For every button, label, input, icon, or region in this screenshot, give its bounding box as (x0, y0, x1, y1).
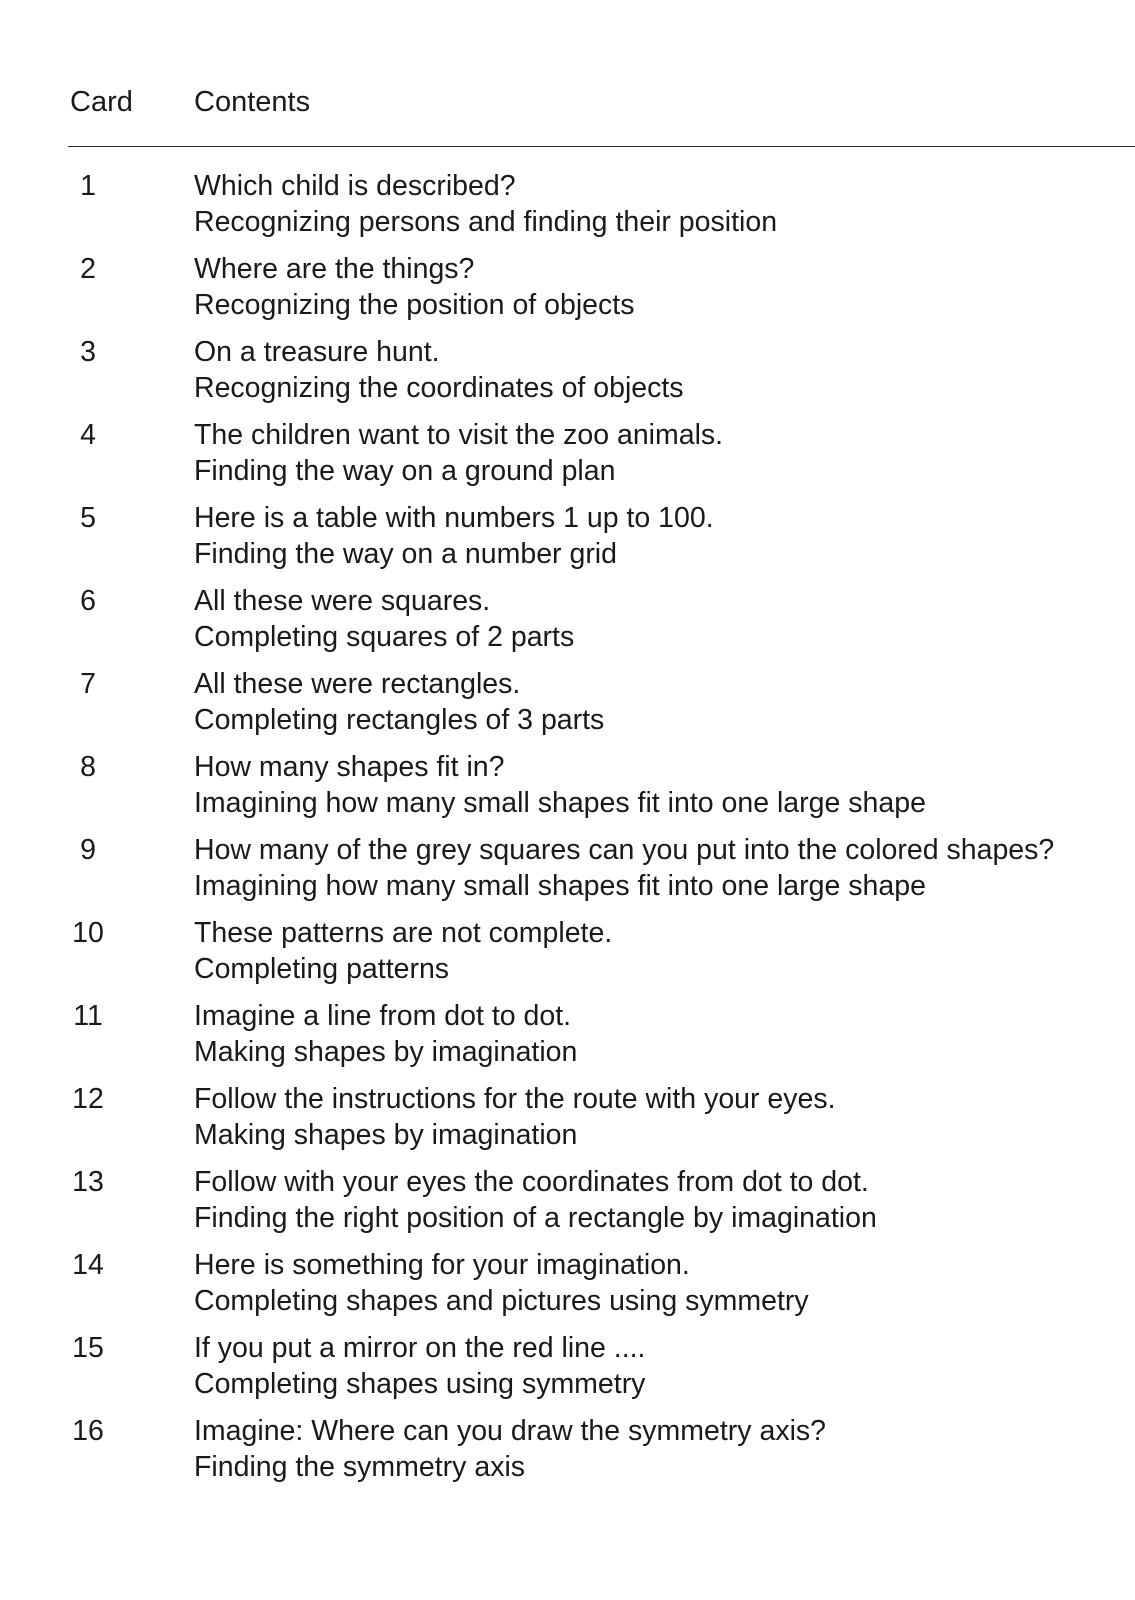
card-row (0, 251, 1135, 334)
card-title: The children want to visit the zoo animals. (194, 419, 724, 451)
card-row (0, 334, 1135, 417)
card-title: On a treasure hunt. (194, 336, 440, 368)
card-contents (194, 251, 1135, 323)
card-number: 11 (73, 1000, 103, 1032)
card-description: Finding the right position of a rectangle by imagination (194, 1202, 877, 1234)
card-contents (194, 334, 1135, 406)
card-title: All these were squares. (194, 585, 491, 617)
card-number: 7 (80, 668, 96, 700)
card-contents (194, 1247, 1135, 1319)
card-title: How many shapes fit in? (194, 751, 505, 783)
card-row (0, 168, 1135, 251)
card-number: 16 (72, 1415, 104, 1447)
card-row (0, 915, 1135, 998)
card-row (0, 749, 1135, 832)
card-row (0, 1247, 1135, 1330)
card-row (0, 1081, 1135, 1164)
card-title: Where are the things? (194, 253, 475, 285)
contents-column-heading: Contents (194, 86, 311, 118)
card-number: 5 (80, 502, 96, 534)
card-title: Imagine a line from dot to dot. (194, 1000, 572, 1032)
card-description: Recognizing the position of objects (194, 289, 635, 321)
card-title: Here is something for your imagination. (194, 1249, 690, 1281)
card-number: 13 (72, 1166, 104, 1198)
card-contents (194, 915, 1135, 987)
card-description: Imagining how many small shapes fit into one large shape (194, 870, 926, 902)
card-contents (194, 1164, 1135, 1236)
card-list (0, 168, 1135, 1496)
card-number: 15 (72, 1332, 104, 1364)
card-description: Making shapes by imagination (194, 1036, 578, 1068)
card-contents (194, 417, 1135, 489)
card-row (0, 832, 1135, 915)
card-description: Finding the way on a ground plan (194, 455, 616, 487)
table-header (70, 86, 1135, 126)
card-title: All these were rectangles. (194, 668, 521, 700)
card-contents (194, 666, 1135, 738)
card-description: Completing shapes using symmetry (194, 1368, 646, 1400)
card-title: How many of the grey squares can you put into the colored shapes? (194, 834, 1055, 866)
card-title: These patterns are not complete. (194, 917, 613, 949)
card-number: 12 (72, 1083, 104, 1115)
card-description: Recognizing the coordinates of objects (194, 372, 684, 404)
header-divider (68, 146, 1135, 147)
card-title: Which child is described? (194, 170, 516, 202)
card-description: Recognizing persons and finding their position (194, 206, 778, 238)
card-title: If you put a mirror on the red line .... (194, 1332, 646, 1364)
card-title: Follow the instructions for the route with your eyes. (194, 1083, 836, 1115)
card-number: 14 (72, 1249, 104, 1281)
card-description: Imagining how many small shapes fit into one large shape (194, 787, 926, 819)
card-row (0, 1330, 1135, 1413)
card-contents (194, 998, 1135, 1070)
card-number: 1 (80, 170, 96, 202)
card-description: Finding the way on a number grid (194, 538, 617, 570)
card-title: Follow with your eyes the coordinates from dot to dot. (194, 1166, 869, 1198)
card-row (0, 666, 1135, 749)
card-contents (194, 1330, 1135, 1402)
card-number: 2 (80, 253, 96, 285)
card-column-heading: Card (70, 86, 133, 118)
card-row (0, 500, 1135, 583)
card-row (0, 417, 1135, 500)
card-description: Completing squares of 2 parts (194, 621, 575, 653)
card-row (0, 998, 1135, 1081)
card-contents (194, 168, 1135, 240)
card-description: Completing shapes and pictures using symmetry (194, 1285, 809, 1317)
card-row (0, 1413, 1135, 1496)
card-contents (194, 749, 1135, 821)
card-number: 6 (80, 585, 96, 617)
card-contents (194, 1081, 1135, 1153)
card-number: 3 (80, 336, 96, 368)
card-number: 10 (72, 917, 104, 949)
card-contents (194, 832, 1135, 904)
card-description: Completing patterns (194, 953, 450, 985)
card-contents (194, 1413, 1135, 1485)
card-number: 9 (80, 834, 96, 866)
card-row (0, 583, 1135, 666)
card-title: Here is a table with numbers 1 up to 100. (194, 502, 714, 534)
card-description: Making shapes by imagination (194, 1119, 578, 1151)
card-contents (194, 583, 1135, 655)
card-number: 4 (80, 419, 96, 451)
card-row (0, 1164, 1135, 1247)
card-description: Completing rectangles of 3 parts (194, 704, 605, 736)
card-description: Finding the symmetry axis (194, 1451, 526, 1483)
card-number: 8 (80, 751, 96, 783)
card-title: Imagine: Where can you draw the symmetry axis? (194, 1415, 826, 1447)
card-contents (194, 500, 1135, 572)
